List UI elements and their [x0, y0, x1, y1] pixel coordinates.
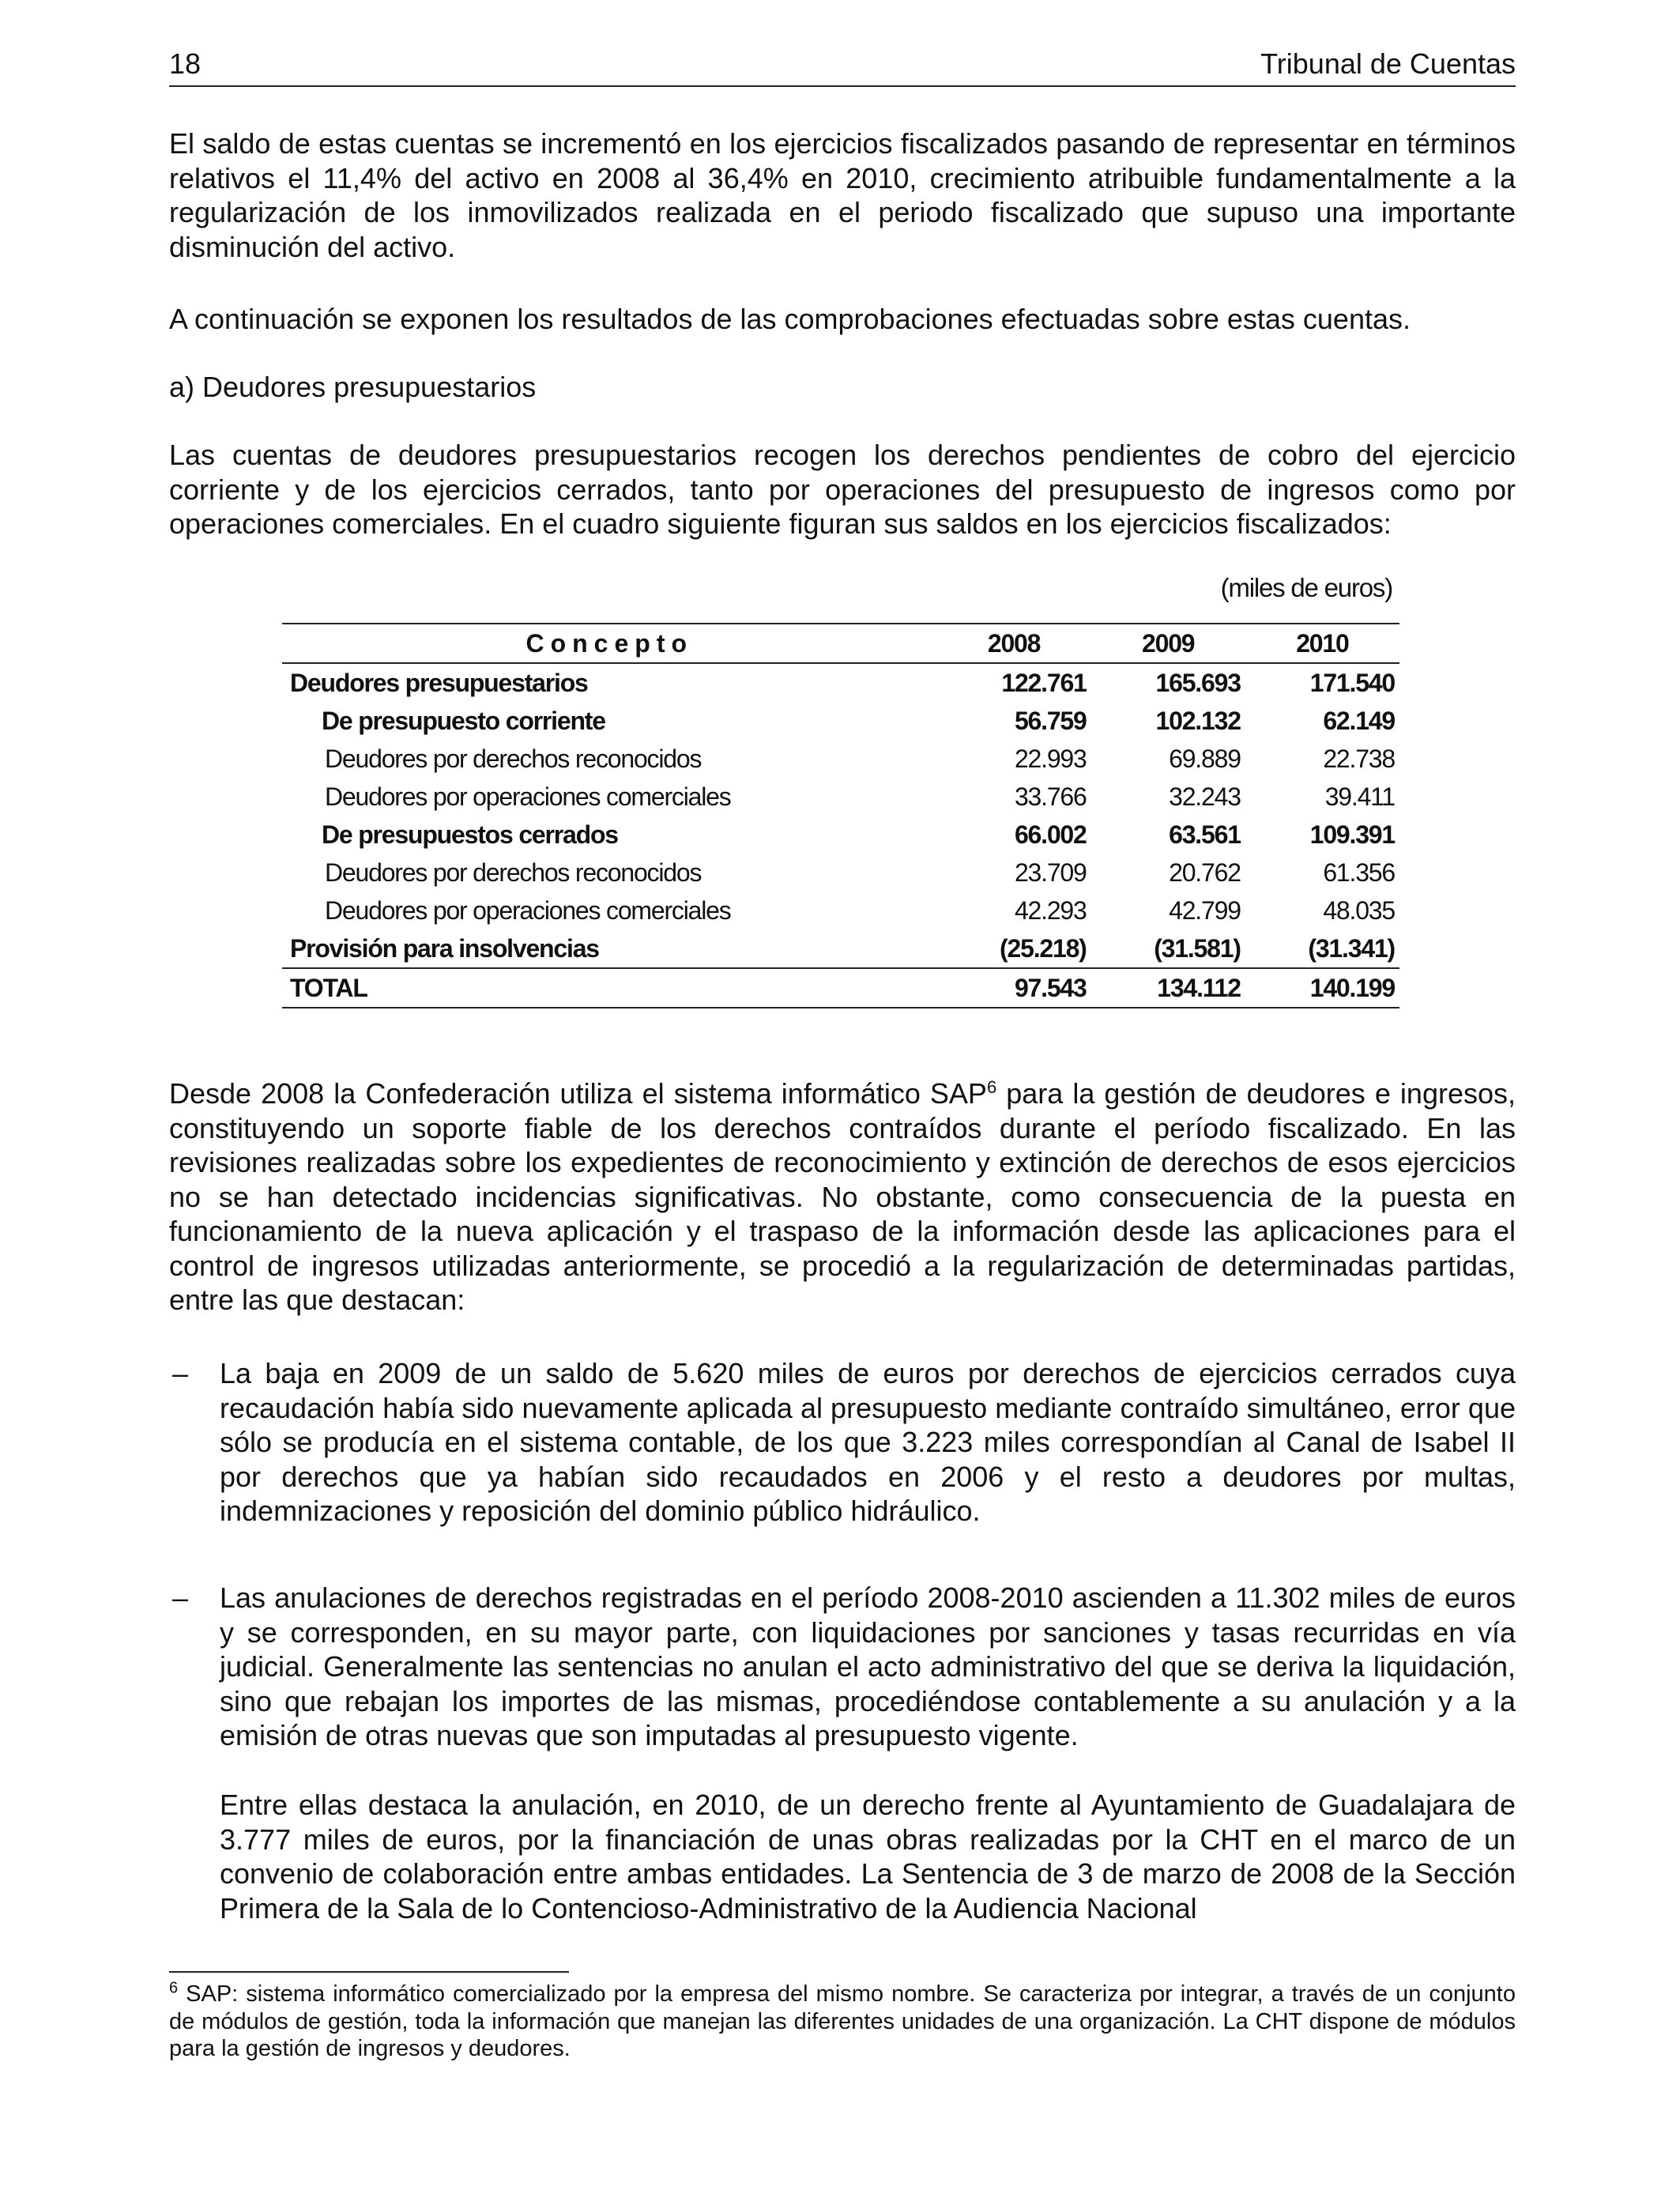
- table-row: [282, 816, 1399, 854]
- running-title: Tribunal de Cuentas: [1260, 47, 1516, 80]
- section-heading: a) Deudores presupuestarios: [169, 371, 537, 403]
- paragraph-3: Las cuentas de deudores presupuestarios recogen los derechos pendientes de cobro del ejercicio corriente y de los ejercicios cerrados, tanto por operaciones del presupuesto de ingresos como por operaciones comerciales. En el cuadro siguiente figuran sus saldos en los ejercicios fiscalizados:: [169, 439, 1516, 540]
- row-concept: Deudores por derechos reconocidos: [325, 858, 702, 887]
- row-concept: Deudores por operaciones comerciales: [325, 896, 731, 925]
- table-row: [282, 892, 1399, 929]
- row-2009: 69.889: [1169, 745, 1241, 773]
- row-2009: (31.581): [1154, 934, 1241, 963]
- page-number: 18: [169, 47, 202, 80]
- page-header: [169, 46, 1516, 87]
- paragraph-4: [169, 1076, 1516, 1318]
- row-2010: 48.035: [1323, 896, 1395, 925]
- row-concept: Deudores presupuestarios: [290, 669, 588, 697]
- row-2008: 22.993: [1014, 745, 1087, 773]
- total-2009: 134.112: [1157, 974, 1241, 1002]
- row-2010: 171.540: [1309, 669, 1395, 697]
- row-2010: (31.341): [1308, 934, 1395, 963]
- bullet-text: Las anulaciones de derechos registradas en el período 2008-2010 ascienden a 11.302 miles de euros y se corresponden, en su mayor parte, con liquidaciones por sanciones y tasas recurridas en vía judicial. Generalmente las sentencias no anulan el acto administrativo del que se deriva la liquidación, sino que rebajan los importes de las mismas, procediéndose contablemente a su anulación y a la emisión de otras nuevas que son imputadas al presupuesto vigente.: [220, 1581, 1516, 1751]
- table-units: (miles de euros): [1220, 573, 1392, 602]
- bullet-text: La baja en 2009 de un saldo de 5.620 miles de euros por derechos de ejercicios cerrados cuya recaudación había sido nuevamente aplicada al presupuesto mediante contraído simultáneo, error que sólo se producía en el sistema contable, de los que 3.223 miles correspondían al Canal de Isabel II por derechos que ya habían sido recaudados en 2006 y el resto a deudores por multas, indemnizaciones y reposición del dominio público hidráulico.: [220, 1357, 1516, 1527]
- row-2009: 102.132: [1155, 707, 1241, 735]
- row-2009: 165.693: [1155, 669, 1241, 697]
- footnote-rule: [169, 1971, 569, 1973]
- table-row: [282, 702, 1399, 740]
- footnote: [169, 1981, 1516, 2063]
- header-2010: 2010: [1296, 629, 1349, 658]
- row-2008: (25.218): [1000, 934, 1087, 963]
- row-2009: 63.561: [1169, 820, 1241, 849]
- row-2008: 33.766: [1014, 782, 1087, 811]
- paragraph-2: A continuación se exponen los resultados de las comprobaciones efectuadas sobre estas cuentas.: [169, 303, 1411, 335]
- row-2009: 32.243: [1169, 782, 1241, 811]
- paragraph-4-end: para la gestión de deudores e ingresos, constituyendo un soporte fiable de los derechos contraídos durante el período fiscalizado. En las revisiones realizadas sobre los expedientes de reconocimiento y extinción de derechos de esos ejercicios no se han detectado incidencias significativas. No obstante, como consecuencia de la puesta en funcionamiento de la nueva aplicación y el traspaso de la información desde las aplicaciones para el control de ingresos utilizadas anteriormente, se procedió a la regularización de determinadas partidas, entre las que destacan:: [169, 1077, 1516, 1316]
- row-2008: 122.761: [1001, 669, 1087, 697]
- row-concept: De presupuestos cerrados: [322, 820, 618, 849]
- footnote-ref[interactable]: 6: [986, 1077, 997, 1097]
- total-concept: TOTAL: [290, 974, 367, 1002]
- row-2008: 56.759: [1014, 707, 1087, 735]
- row-2010: 22.738: [1323, 745, 1395, 773]
- row-2009: 20.762: [1169, 858, 1241, 887]
- bullet-dash: –: [172, 1581, 189, 1614]
- table-row: [282, 778, 1399, 816]
- footnote-number: 6: [169, 1979, 179, 1997]
- paragraph-1: El saldo de estas cuentas se incrementó en los ejercicios fiscalizados pasando de representar en términos relativos el 11,4% del activo en 2008 al 36,4% en 2010, crecimiento atribuible fundamentalmente a la regularización de los inmovilizados realizada en el periodo fiscalizado que supuso una importante disminución del activo.: [169, 127, 1516, 263]
- row-2010: 61.356: [1323, 858, 1395, 887]
- row-concept: De presupuesto corriente: [322, 707, 605, 735]
- row-2010: 39.411: [1324, 782, 1395, 811]
- row-2008: 23.709: [1014, 858, 1087, 887]
- paragraph-4-start: Desde 2008 la Confederación utiliza el sistema informático SAP: [169, 1077, 987, 1110]
- paragraph-5: Entre ellas destaca la anulación, en 2010, de un derecho frente al Ayuntamiento de Guadalajara de 3.777 miles de euros, por la financiación de unas obras realizadas por la CHT en el marco de un convenio de colaboración entre ambas entidades. La Sentencia de 3 de marzo de 2008 de la Sección Primera de la Sala de lo Contencioso-Administrativo de la Audiencia Nacional: [220, 1789, 1516, 1924]
- header-concept: Concepto: [525, 629, 694, 658]
- row-concept: Deudores por operaciones comerciales: [325, 782, 731, 811]
- header-2008: 2008: [987, 629, 1041, 658]
- table-total-row: [282, 968, 1399, 1008]
- table-header-row: [282, 624, 1399, 663]
- bullet-dash: –: [172, 1357, 189, 1389]
- table-row: [282, 929, 1399, 968]
- total-2010: 140.199: [1309, 974, 1395, 1002]
- footnote-text: SAP: sistema informático comercializado por la empresa del mismo nombre. Se caracteriza por integrar, a través de un conjunto de módulos de gestión, toda la información que manejan las diferentes unidades de una organización. La CHT dispone de módulos para la gestión de ingresos y deudores.: [169, 1981, 1516, 2061]
- row-concept: Provisión para insolvencias: [290, 934, 599, 963]
- row-2008: 42.293: [1014, 896, 1087, 925]
- total-2008: 97.543: [1014, 974, 1087, 1002]
- row-2008: 66.002: [1014, 820, 1087, 849]
- row-2009: 42.799: [1169, 896, 1241, 925]
- header-2009: 2009: [1142, 629, 1195, 658]
- row-concept: Deudores por derechos reconocidos: [325, 745, 702, 773]
- row-2010: 109.391: [1309, 820, 1395, 849]
- table-row: [282, 740, 1399, 778]
- table-row: [282, 663, 1399, 702]
- table-row: [282, 854, 1399, 892]
- row-2010: 62.149: [1323, 707, 1395, 735]
- deudores-table: [282, 623, 1399, 1008]
